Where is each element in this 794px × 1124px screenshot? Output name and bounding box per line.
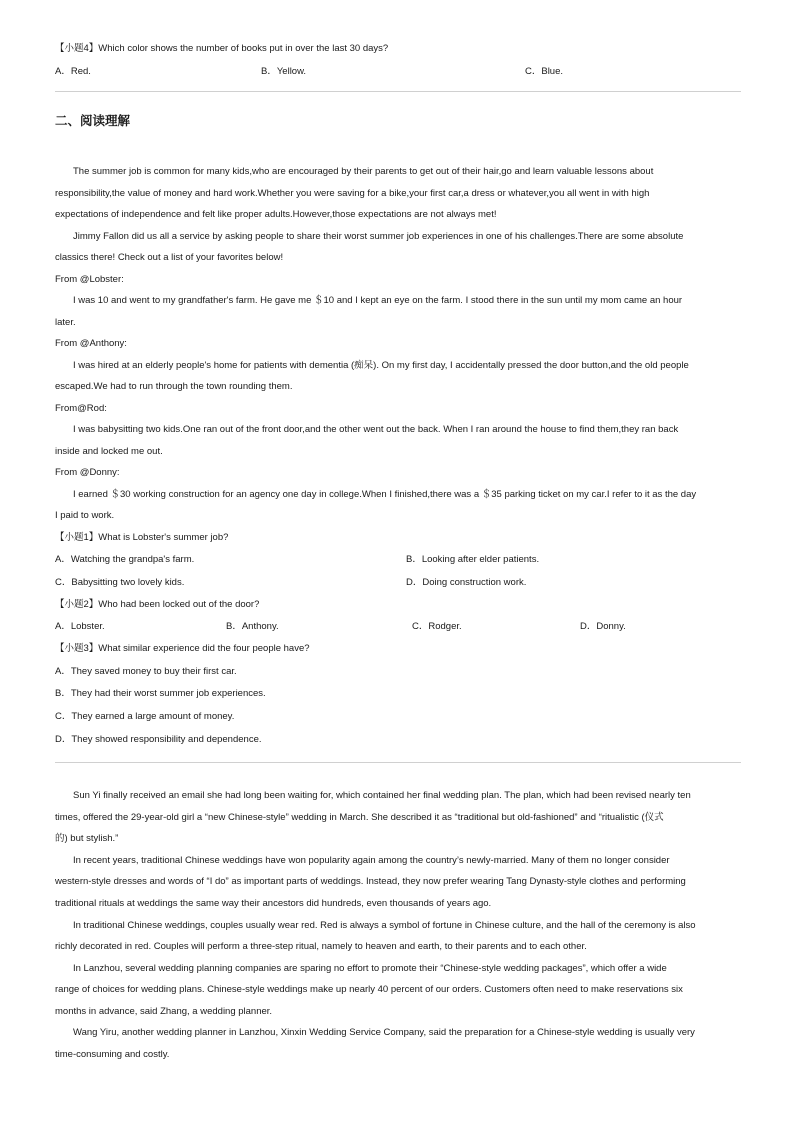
question-2: 【小题2】Who had been locked out of the door? (55, 599, 260, 610)
option-a: A．Red. (55, 66, 91, 77)
text-line: Wang Yiru, another wedding planner in Lanzhou, Xinxin Wedding Service Company, said the preparation for a Chinese-style wedding is usually very (73, 1027, 695, 1038)
text-line: range of choices for wedding plans. Chinese-style weddings make up nearly 40 percent of our orders. Customers often need to make reservations six (55, 984, 683, 995)
q3-option-b: B．They had their worst summer job experiences. (55, 688, 266, 699)
question-1: 【小题1】What is Lobster's summer job? (55, 532, 229, 543)
q2-option-d: D．Donny. (580, 621, 626, 632)
text-line: In recent years, traditional Chinese weddings have won popularity again among the country’s newly-married. Many of them no longer consider (73, 855, 670, 866)
q1-option-a: A．Watching the grandpa's farm. (55, 554, 195, 565)
option-c: C．Blue. (525, 66, 564, 77)
divider (55, 762, 741, 763)
text-line: months in advance, said Zhang, a wedding planner. (55, 1006, 273, 1017)
section-heading: 二、阅读理解 (55, 114, 131, 128)
text-line: In Lanzhou, several wedding planning companies are sparing no effort to promote their “Chinese-style wedding packages”, which offer a wide (73, 963, 667, 974)
q3-option-a: A．They saved money to buy their first car. (55, 666, 237, 677)
text-line: inside and locked me out. (55, 446, 163, 457)
q2-option-a: A．Lobster. (55, 621, 105, 632)
question-4: 【小题4】Which color shows the number of books put in over the last 30 days? (55, 43, 389, 54)
text-line: I earned ＄30 working construction for an agency one day in college.When I finished,there was a ＄35 parking ticket on my car.I refer to it as the day (73, 489, 697, 500)
text-line: later. (55, 317, 76, 328)
text-line: In traditional Chinese weddings, couples usually wear red. Red is always a symbol of fortune in Chinese culture, and the hall of the ceremony is also (73, 920, 696, 931)
text-line: From@Rod: (55, 403, 107, 414)
text-line: classics there! Check out a list of your favorites below! (55, 252, 284, 263)
q3-option-d: D．They showed responsibility and dependence. (55, 734, 262, 745)
text-line: western-style dresses and words of “I do” as important parts of weddings. Instead, they now prefer wearing Tang Dynasty-style clothes and performing (55, 876, 686, 887)
q1-option-d: D．Doing construction work. (406, 577, 527, 588)
text-line: Sun Yi finally received an email she had long been waiting for, which contained her final wedding plan. The plan, which had been revised nearly ten (73, 790, 691, 801)
text-line: The summer job is common for many kids,who are encouraged by their parents to get out of their hair,go and learn valuable lessons about (73, 166, 654, 177)
text-line: From @Lobster: (55, 274, 124, 285)
text-line: richly decorated in red. Couples will perform a three-step ritual, namely to heaven and earth, to their parents and to each other. (55, 941, 587, 952)
q2-option-b: B．Anthony. (226, 621, 279, 632)
text-line: I paid to work. (55, 510, 115, 521)
option-b: B．Yellow. (261, 66, 307, 77)
q1-option-c: C．Babysitting two lovely kids. (55, 577, 185, 588)
text-line: I was hired at an elderly people's home for patients with dementia (痴呆). On my first day, I accidentally pressed the door button,and the old people (73, 360, 689, 371)
text-line: traditional rituals at weddings the same way their ancestors did hundreds, even thousands of years ago. (55, 898, 492, 909)
text-line: expectations of independence and felt like proper adults.However,those expectations are not always met! (55, 209, 497, 220)
q2-option-c: C．Rodger. (412, 621, 462, 632)
text-line: responsibility,the value of money and hard work.Whether you were saving for a bike,your first car,a dress or whatever,you all went in with high (55, 188, 650, 199)
text-line: time-consuming and costly. (55, 1049, 170, 1060)
q1-option-b: B．Looking after elder patients. (406, 554, 540, 565)
q3-option-c: C．They earned a large amount of money. (55, 711, 235, 722)
text-line: times, offered the 29-year-old girl a “new Chinese-style” wedding in March. She described it as “traditional but old-fashioned” and “ritualistic (仪式 (55, 812, 664, 823)
text-line: 的) but stylish.” (55, 833, 119, 844)
text-line: Jimmy Fallon did us all a service by asking people to share their worst summer job experiences in one of his challenges.There are some absolute (73, 231, 684, 242)
text-line: I was babysitting two kids.One ran out of the front door,and the other went out the back. When I ran around the house to find them,they ran back (73, 424, 679, 435)
question-3: 【小题3】What similar experience did the four people have? (55, 643, 310, 654)
text-line: From @Anthony: (55, 338, 127, 349)
text-line: I was 10 and went to my grandfather's farm. He gave me ＄10 and I kept an eye on the farm. I stood there in the sun until my mom came an hour (73, 295, 683, 306)
divider (55, 91, 741, 92)
text-line: From @Donny: (55, 467, 120, 478)
text-line: escaped.We had to run through the town rounding them. (55, 381, 293, 392)
